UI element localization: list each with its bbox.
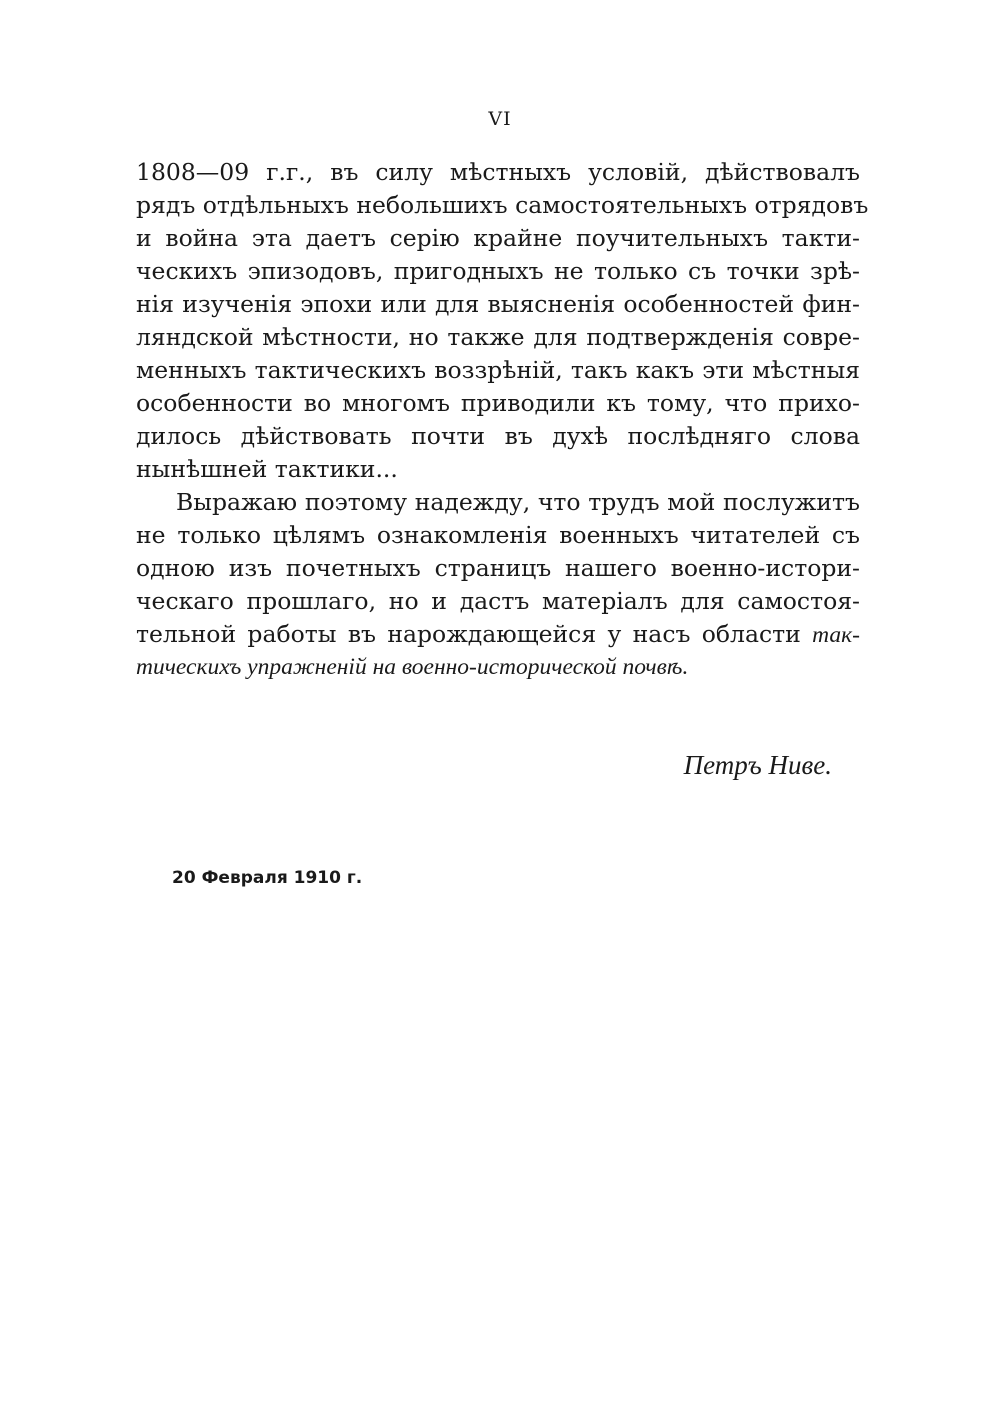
text-line: ляндской мѣстности, но также для подтвержденія совре- xyxy=(136,323,860,351)
text-line: рядъ отдѣльныхъ небольшихъ самостоятельныхъ отрядовъ xyxy=(136,191,869,219)
body-text xyxy=(136,156,869,684)
text-line: 1808—09 г.г., въ силу мѣстныхъ условій, дѣйствовалъ xyxy=(136,158,860,186)
text-line-italic: так- xyxy=(812,622,860,648)
text-line: нія изученія эпохи или для выясненія особенностей фин- xyxy=(136,290,860,318)
text-line: одною изъ почетныхъ страницъ нашего военно-истори- xyxy=(136,554,860,582)
text-line-italic: тическихъ упражненій на военно-исторической почвѣ. xyxy=(136,654,689,680)
text-line xyxy=(136,618,860,651)
text-line: Выражаю поэтому надежду, что трудъ мой послужитъ xyxy=(176,488,860,516)
text-line: нынѣшней тактики... xyxy=(136,455,398,483)
text-line-plain: тельной работы въ нарождающейся у насъ области xyxy=(136,620,801,648)
text-line: ческаго прошлаго, но и дастъ матеріалъ для самостоя- xyxy=(136,587,860,615)
text-line: и война эта даетъ серію крайне поучительныхъ такти- xyxy=(136,224,860,252)
text-line: дилось дѣйствовать почти въ духѣ послѣдняго слова xyxy=(136,422,860,450)
page-number: VI xyxy=(488,108,512,130)
date-line: 20 Февраля 1910 г. xyxy=(172,868,363,888)
text-line: не только цѣлямъ ознакомленія военныхъ читателей съ xyxy=(136,521,860,549)
text-line: особенности во многомъ приводили къ тому, что прихо- xyxy=(136,389,860,417)
text-line: ческихъ эпизодовъ, пригодныхъ не только съ точки зрѣ- xyxy=(136,257,860,285)
text-line: менныхъ тактическихъ воззрѣній, такъ какъ эти мѣстныя xyxy=(136,356,860,384)
author-signature: Петръ Ниве. xyxy=(683,750,832,780)
